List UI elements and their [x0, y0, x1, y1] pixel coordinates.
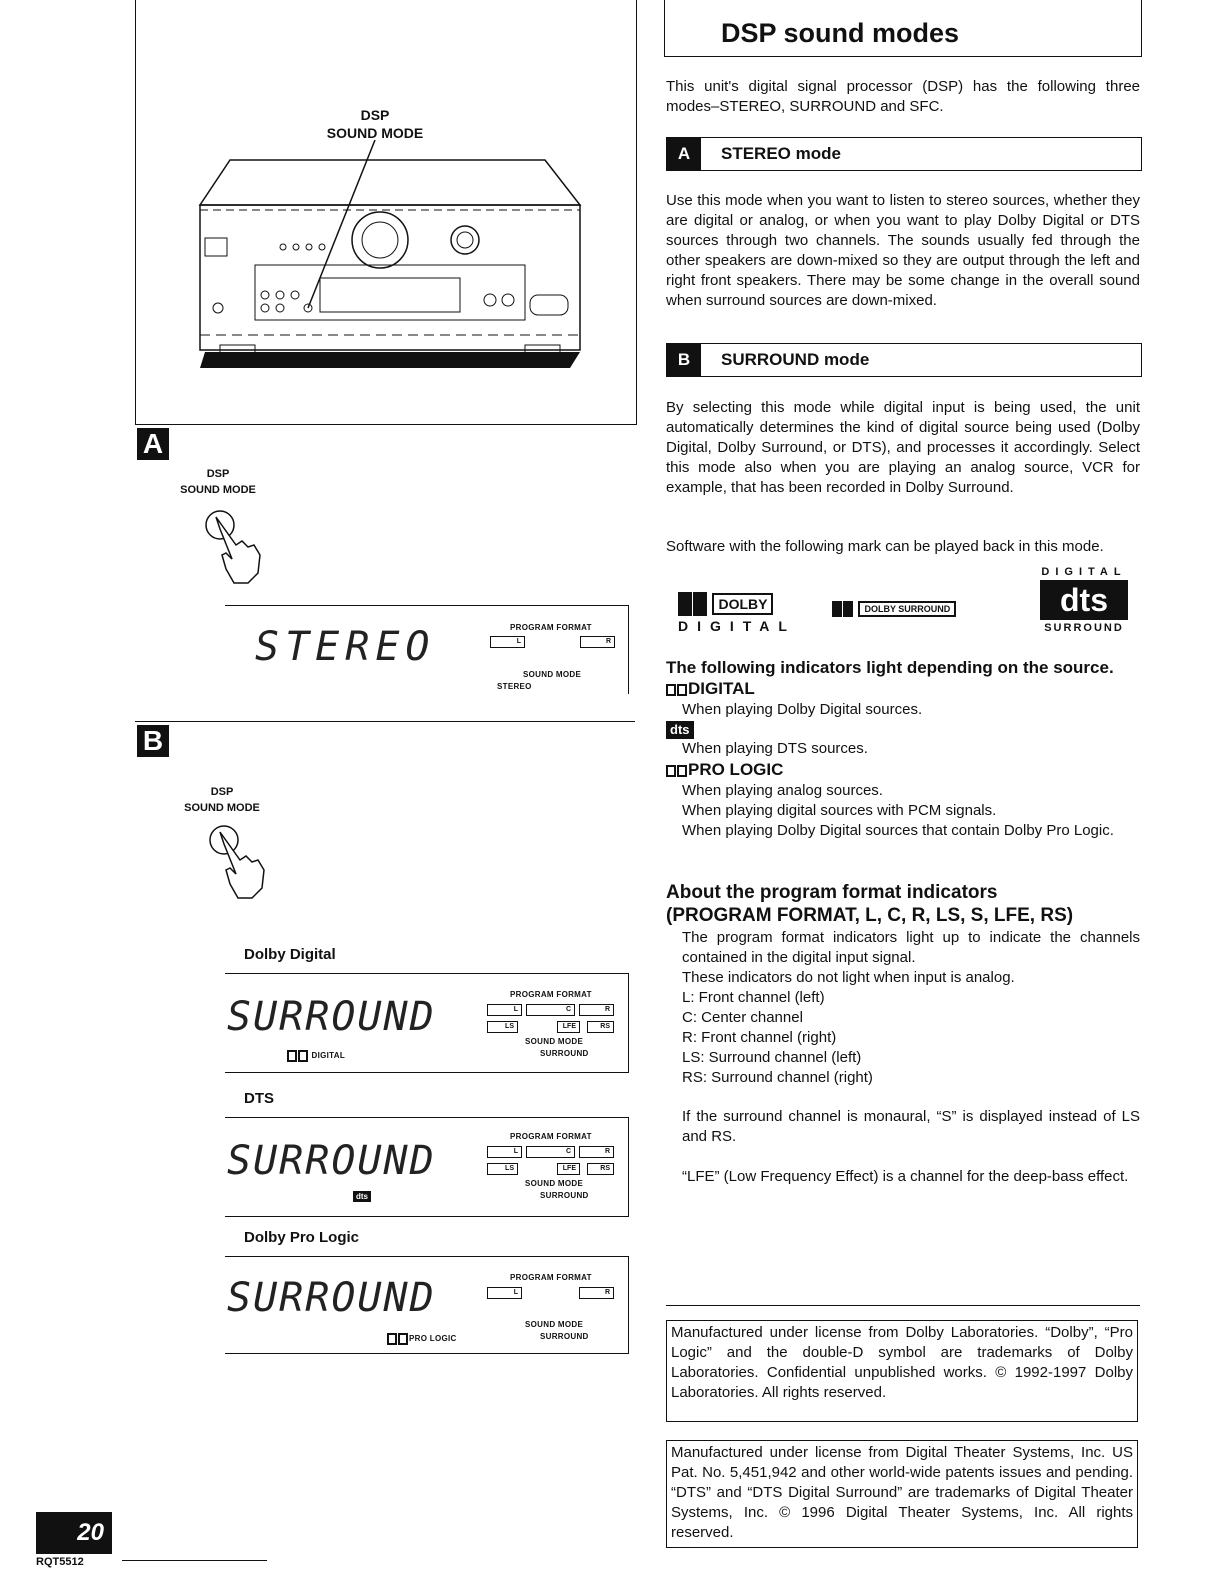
dolby-license-box: Manufactured under license from Dolby Laboratories. “Dolby”, “Pro Logic” and the double-D symbol are trademarks of Dolby Laboratories. Confidential unpublished works. © 1992-1997 Dolby Laboratories. All rights reserved.	[666, 1320, 1138, 1422]
indicators-heading: The following indicators light depending on the source.	[666, 658, 1114, 677]
stereo-mode-body: Use this mode when you want to listen to stereo sources, whether they are digital or analog, or when you want to play Dolby Digital or DTS sources through two channels. The sounds usually fed through the other speakers are down-mixed so they are output through the left and right front speakers. There may be some change in the overall sound when surround sources are down-mixed.	[666, 192, 1140, 309]
intro-paragraph: This unit's digital signal processor (DSP) has the following three modes–STEREO, SURROUND and SFC.	[666, 78, 1140, 115]
display-caption-dolby-digital: Dolby Digital	[244, 946, 336, 963]
dts-logo-subtext: SURROUND	[1044, 622, 1124, 634]
channel-l-indicator: L	[487, 1287, 522, 1299]
channel-r-indicator: R	[579, 1146, 614, 1158]
dts-logo-mark: dts	[1040, 580, 1128, 620]
indicator-digital	[666, 679, 755, 699]
channel-c-indicator: C	[526, 1146, 575, 1158]
software-note: Software with the following mark can be played back in this mode.	[666, 538, 1104, 555]
section-b-marker: B	[137, 725, 169, 757]
indicator-dts-desc: When playing DTS sources.	[682, 740, 868, 757]
receiver-illustration	[190, 140, 590, 380]
display-text: SURROUND	[227, 1138, 436, 1184]
section-b-button-label	[172, 784, 272, 816]
sound-mode-value: SURROUND	[540, 1191, 589, 1200]
dolby-surround-logo-text: DOLBY SURROUND	[858, 601, 956, 617]
display-caption-pro-logic: Dolby Pro Logic	[244, 1229, 360, 1246]
channel-lfe-indicator: LFE	[557, 1021, 580, 1033]
dolby-digital-logo	[678, 592, 796, 634]
page-title: DSP sound modes	[721, 18, 960, 48]
program-format-heading	[666, 881, 1073, 927]
pro-logic-desc-line: When playing Dolby Digital sources that contain Dolby Pro Logic.	[682, 822, 1114, 839]
channel-r-indicator: R	[580, 636, 615, 648]
sound-mode-label: SOUND MODE	[525, 1037, 584, 1046]
program-format-label: PROGRAM FORMAT	[510, 1132, 592, 1141]
dts-logo-top-text: DIGITAL	[1041, 566, 1127, 578]
program-format-p1: The program format indicators light up to indicate the channels contained in the digital input signal.	[682, 929, 1140, 966]
channel-rs-indicator: RS	[587, 1021, 614, 1033]
indicator-pro-logic-label: PRO LOGIC	[688, 760, 784, 779]
section-b-button-label-line2: SOUND MODE	[184, 802, 260, 814]
channel-l-indicator: L	[487, 1004, 522, 1016]
pro-logic-source-label: PRO LOGIC	[409, 1334, 457, 1344]
channel-lfe-indicator: LFE	[557, 1163, 580, 1175]
program-format-label: PROGRAM FORMAT	[510, 623, 592, 632]
channel-ls-indicator: LS	[487, 1021, 518, 1033]
display-dts	[225, 1117, 629, 1217]
program-format-heading-line2: (PROGRAM FORMAT, L, C, R, LS, S, LFE, RS)	[666, 905, 1074, 926]
program-format-heading-line1: About the program format indicators	[666, 882, 998, 903]
dts-digital-surround-logo	[1036, 566, 1132, 634]
channel-c-indicator: C	[526, 1004, 575, 1016]
sound-mode-value: STEREO	[497, 682, 532, 691]
surround-mode-heading	[666, 343, 1142, 377]
sound-mode-value: SURROUND	[540, 1332, 589, 1341]
channel-desc-rs: RS: Surround channel (right)	[682, 1069, 873, 1086]
program-format-p2: These indicators do not light when input is analog.	[682, 969, 1015, 986]
dolby-digital-source-label: DIGITAL	[311, 1051, 346, 1061]
channel-ls-indicator: LS	[487, 1163, 518, 1175]
stereo-mode-title: STEREO mode	[721, 144, 841, 163]
dolby-logo-subtext: DIGITAL	[678, 618, 796, 634]
surround-mode-letter: B	[667, 344, 701, 376]
pro-logic-source-indicator	[387, 1333, 457, 1345]
indicator-pro-logic	[666, 760, 783, 780]
channel-rs-indicator: RS	[587, 1163, 614, 1175]
indicator-digital-label: DIGITAL	[688, 679, 755, 698]
pro-logic-desc-line: When playing digital sources with PCM signals.	[682, 802, 997, 819]
press-button-hand-icon	[202, 820, 272, 900]
channel-r-indicator: R	[579, 1004, 614, 1016]
channel-desc-l: L: Front channel (left)	[682, 989, 825, 1006]
display-stereo	[225, 605, 629, 694]
section-a-marker: A	[137, 428, 169, 460]
document-code: RQT5512	[36, 1556, 84, 1568]
display-dolby-digital	[225, 973, 629, 1073]
indicator-dts: dts	[666, 721, 694, 739]
section-divider	[135, 721, 635, 722]
program-format-label: PROGRAM FORMAT	[510, 990, 592, 999]
dts-license-box: Manufactured under license from Digital Theater Systems, Inc. US Pat. No. 5,451,942 and other world-wide patents issues and pending. “DTS” and “DTS Digital Surround” are trademarks of Digital Theater Systems, Inc. © 1996 Digital Theater Systems, Inc. All rights reserved.	[666, 1440, 1138, 1548]
license-rule	[666, 1305, 1140, 1306]
stereo-mode-letter: A	[667, 138, 701, 170]
section-b-button-label-line1: DSP	[210, 786, 234, 798]
pro-logic-desc-line: When playing analog sources.	[682, 782, 883, 799]
sound-mode-label: SOUND MODE	[525, 1179, 584, 1188]
section-a-button-label-line2: SOUND MODE	[180, 484, 256, 496]
surround-mode-title: SURROUND mode	[721, 350, 870, 369]
display-pro-logic	[225, 1256, 629, 1354]
channel-l-indicator: L	[487, 1146, 522, 1158]
display-stereo-text: STEREO	[255, 624, 436, 670]
section-a-button-label-line1: DSP	[206, 468, 230, 480]
sound-mode-label: SOUND MODE	[523, 670, 582, 679]
top-dsp-label-line2: SOUND MODE	[326, 125, 424, 141]
page-number: 20	[36, 1512, 112, 1554]
top-dsp-label	[300, 106, 450, 142]
top-dsp-label-line1: DSP	[360, 107, 390, 123]
program-format-label: PROGRAM FORMAT	[510, 1273, 592, 1282]
title-box	[664, 0, 1142, 57]
press-button-hand-icon	[198, 505, 268, 585]
stereo-mode-heading	[666, 137, 1142, 171]
channel-r-indicator: R	[579, 1287, 614, 1299]
dts-source-indicator: dts	[353, 1191, 371, 1202]
channel-desc-c: C: Center channel	[682, 1009, 803, 1026]
channel-desc-ls: LS: Surround channel (left)	[682, 1049, 862, 1066]
indicator-pro-logic-desc	[682, 781, 1140, 841]
dolby-digital-source-indicator	[287, 1050, 345, 1062]
display-caption-dts: DTS	[244, 1090, 274, 1107]
display-text: SURROUND	[227, 994, 436, 1040]
section-a-button-label	[168, 466, 268, 498]
dolby-logo-text: DOLBY	[712, 593, 773, 615]
surround-mode-body: By selecting this mode while digital input is being used, the unit automatically determines the kind of digital source being used (Dolby Digital, Dolby Surround, or DTS), and processes it accordingly. Select this mode also when you are playing an analog source, VCR for example, that has been recorded in Dolby Surround.	[666, 399, 1140, 496]
indicator-digital-desc: When playing Dolby Digital sources.	[682, 701, 923, 718]
dolby-surround-logo	[832, 600, 956, 618]
channel-desc-r: R: Front channel (right)	[682, 1029, 837, 1046]
footer-rule	[122, 1560, 267, 1561]
channel-l-indicator: L	[490, 636, 525, 648]
program-format-body	[682, 928, 1140, 1088]
surround-mono-note: If the surround channel is monaural, “S” is displayed instead of LS and RS.	[682, 1108, 1140, 1145]
sound-mode-value: SURROUND	[540, 1049, 589, 1058]
lfe-note: “LFE” (Low Frequency Effect) is a channel for the deep-bass effect.	[682, 1168, 1129, 1185]
display-text: SURROUND	[227, 1275, 436, 1321]
sound-mode-label: SOUND MODE	[525, 1320, 584, 1329]
